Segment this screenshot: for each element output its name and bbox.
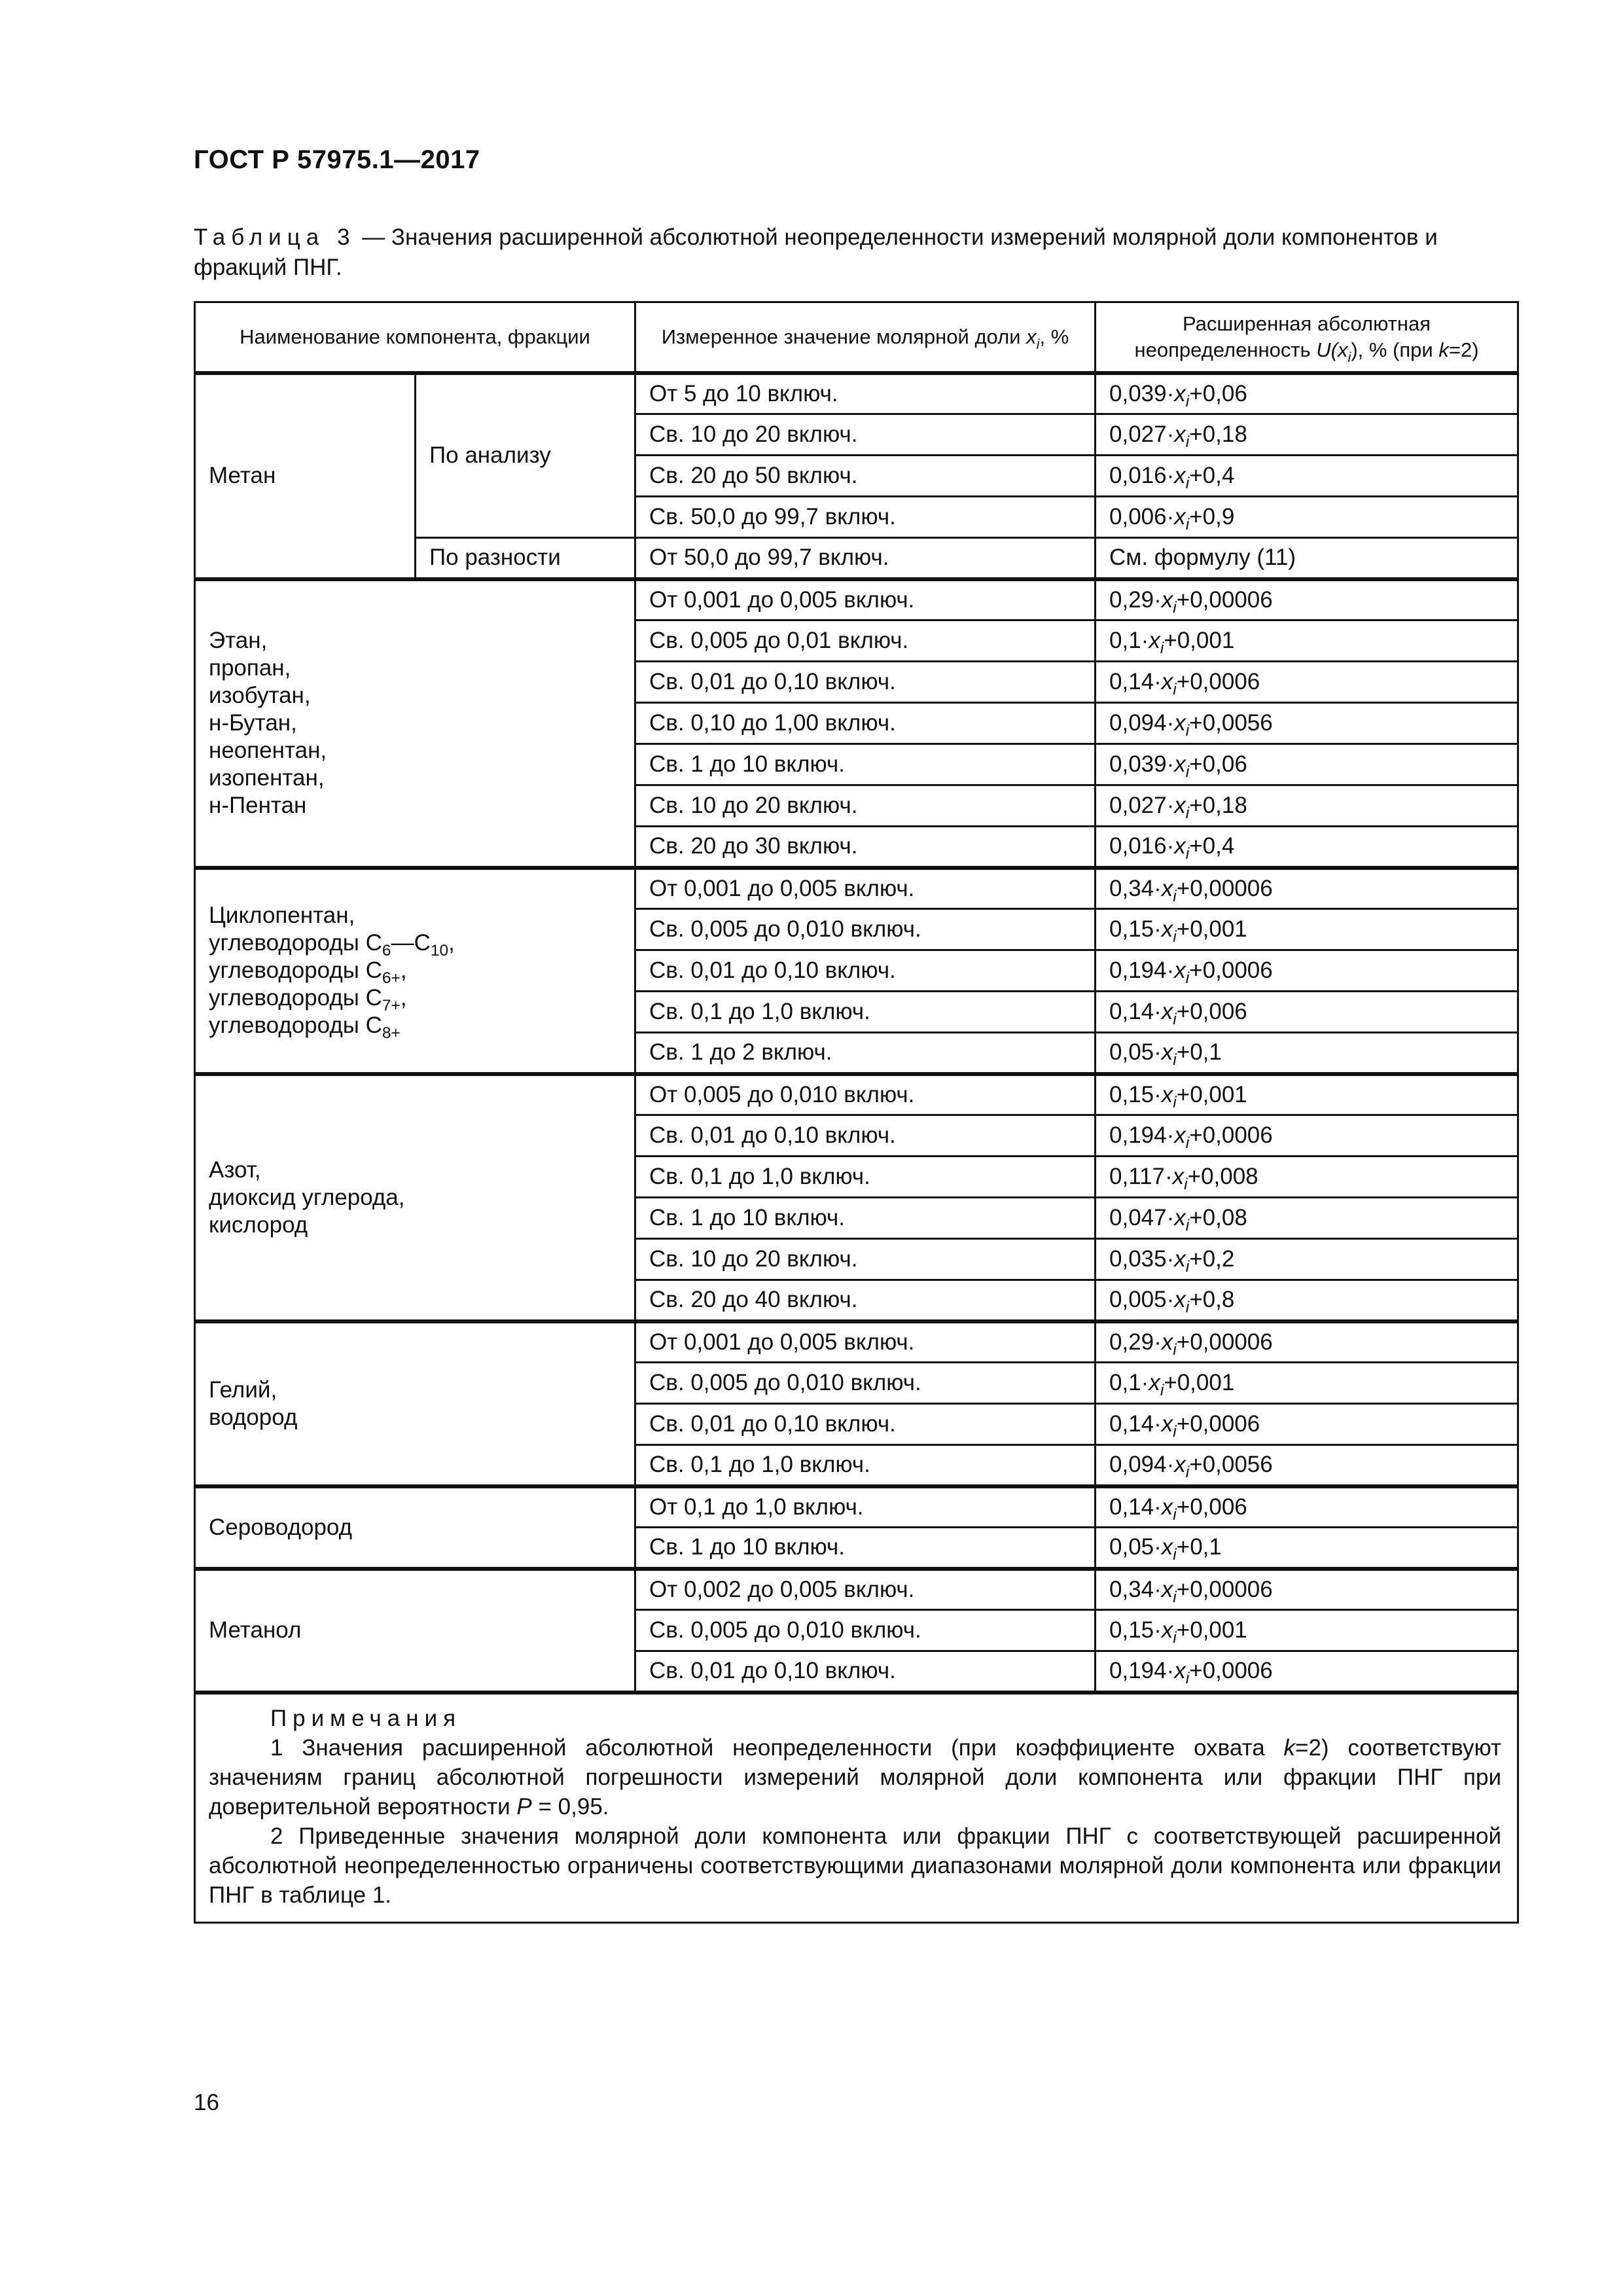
range-cell: Св. 0,01 до 0,10 включ. (635, 1115, 1096, 1157)
range-cell: Св. 1 до 2 включ. (635, 1033, 1096, 1074)
range-cell: От 5 до 10 включ. (635, 373, 1096, 414)
page-number: 16 (194, 2090, 219, 2115)
notes-row (195, 1693, 1518, 1923)
range-cell: Св. 0,10 до 1,00 включ. (635, 703, 1096, 744)
uncertainty-cell: $0,194\cdot x_i+0,0006$ (1096, 1115, 1518, 1157)
header-row (195, 302, 1518, 373)
document-code: ГОСТ Р 57975.1—2017 (194, 145, 480, 174)
notes-cell (195, 1693, 1518, 1923)
caption-label: Таблица 3 (194, 224, 356, 250)
uncertainty-cell: $0,027\cdot x_i+0,18$ (1096, 414, 1518, 456)
uncertainty-cell: $0,29\cdot x_i+0,00006$ (1096, 1321, 1518, 1363)
range-cell: Св. 10 до 20 включ. (635, 785, 1096, 827)
range-cell: От 0,1 до 1,0 включ. (635, 1486, 1096, 1528)
range-cell: Св. 1 до 10 включ. (635, 1198, 1096, 1239)
table-row (195, 373, 1518, 414)
uncertainty-cell: $0,15\cdot x_i+0,001$ (1096, 1610, 1518, 1651)
uncertainty-table (194, 301, 1519, 1924)
table-row (195, 1321, 1518, 1363)
note-1: 1 Значения расширенной абсолютной неопределенности (при коэффициенте охвата k=2) соответствуют значениям границ абсолютной погрешности измерений молярной доли компонента или фракции ПНГ при доверительной вероятности Р = 0,95. (209, 1734, 1502, 1820)
range-cell: Св. 1 до 10 включ. (635, 744, 1096, 785)
range-cell: Св. 1 до 10 включ. (635, 1528, 1096, 1569)
range-cell: От 0,005 до 0,010 включ. (635, 1074, 1096, 1115)
range-cell: Св. 0,005 до 0,01 включ. (635, 620, 1096, 662)
uncertainty-cell: $0,15\cdot x_i+0,001$ (1096, 909, 1518, 950)
method-analysis: По анализу (416, 373, 635, 538)
table-caption (194, 223, 1517, 283)
uncertainty-cell: $0,094\cdot x_i+0,0056$ (1096, 1445, 1518, 1486)
component-nitrogen-group: Азот, диоксид углерода, кислород (195, 1074, 635, 1321)
range-cell: Св. 0,01 до 0,10 включ. (635, 950, 1096, 992)
uncertainty-cell: $0,006\cdot x_i+0,9$ (1096, 497, 1518, 538)
uncertainty-cell: $0,047\cdot x_i+0,08$ (1096, 1198, 1518, 1239)
uncertainty-cell: $0,035\cdot x_i+0,2$ (1096, 1239, 1518, 1280)
table-row (195, 579, 1518, 620)
range-cell: От 0,001 до 0,005 включ. (635, 579, 1096, 620)
uncertainty-cell: $0,14\cdot x_i+0,0006$ (1096, 662, 1518, 703)
range-cell: Св. 0,005 до 0,010 включ. (635, 1610, 1096, 1651)
uncertainty-cell: $0,05\cdot x_i+0,1$ (1096, 1528, 1518, 1569)
uncertainty-cell: $0,094\cdot x_i+0,0056$ (1096, 703, 1518, 744)
uncertainty-cell: $0,05\cdot x_i+0,1$ (1096, 1033, 1518, 1074)
uncertainty-cell: $0,14\cdot x_i+0,006$ (1096, 1486, 1518, 1528)
uncertainty-cell: $0,016\cdot x_i+0,4$ (1096, 456, 1518, 497)
uncertainty-cell: $0,1\cdot x_i+0,001$ (1096, 1363, 1518, 1404)
range-cell: Св. 0,1 до 1,0 включ. (635, 992, 1096, 1033)
uncertainty-cell: $0,29\cdot x_i+0,00006$ (1096, 579, 1518, 620)
range-cell: Св. 20 до 50 включ. (635, 456, 1096, 497)
notes-title: Примечания (270, 1705, 462, 1731)
range-cell: Св. 0,1 до 1,0 включ. (635, 1445, 1096, 1486)
uncertainty-cell: $0,194\cdot x_i+0,0006$ (1096, 950, 1518, 992)
range-cell: От 0,002 до 0,005 включ. (635, 1569, 1096, 1610)
header-uncertainty: Расширенная абсолютная неопределенность $U(x_i)$, % (при k=2) (1096, 302, 1518, 373)
range-cell: Св. 0,01 до 0,10 включ. (635, 1404, 1096, 1445)
range-cell: Св. 0,01 до 0,10 включ. (635, 1651, 1096, 1693)
range-cell: Св. 10 до 20 включ. (635, 1239, 1096, 1280)
uncertainty-cell: См. формулу (11) (1096, 538, 1518, 579)
component-helium-group: Гелий, водород (195, 1321, 635, 1486)
header-component: Наименование компонента, фракции (195, 302, 635, 373)
component-ethane-group: Этан, пропан, изобутан, н-Бутан, неопентан, изопентан, н-Пентан (195, 579, 635, 868)
range-cell: Св. 0,005 до 0,010 включ. (635, 1363, 1096, 1404)
range-cell: Св. 50,0 до 99,7 включ. (635, 497, 1096, 538)
component-hydrogen-sulfide: Сероводород (195, 1486, 635, 1569)
component-cyclopentane-group: Циклопентан, углеводороды $С_6—С_{10}$, углеводороды $С_{6+}$, углеводороды $С_{7+}$, углеводороды $С_{8+}$ (195, 868, 635, 1074)
table-row (195, 1569, 1518, 1610)
range-cell: Св. 0,005 до 0,010 включ. (635, 909, 1096, 950)
range-cell: Св. 10 до 20 включ. (635, 414, 1096, 456)
uncertainty-cell: $0,039\cdot x_i+0,06$ (1096, 744, 1518, 785)
table-row (195, 1486, 1518, 1528)
uncertainty-cell: $0,027\cdot x_i+0,18$ (1096, 785, 1518, 827)
note-2: 2 Приведенные значения молярной доли компонента или фракции ПНГ с соответствующей расширенной абсолютной неопределенностью ограничены соответствующими диапазонами молярной доли компонента или фракции ПНГ в таблице 1. (209, 1823, 1502, 1908)
uncertainty-cell: $0,194\cdot x_i+0,0006$ (1096, 1651, 1518, 1693)
range-cell: От 50,0 до 99,7 включ. (635, 538, 1096, 579)
method-difference: По разности (416, 538, 635, 579)
table-row (195, 1074, 1518, 1115)
range-cell: Св. 0,1 до 1,0 включ. (635, 1157, 1096, 1198)
uncertainty-cell: $0,005\cdot x_i+0,8$ (1096, 1280, 1518, 1321)
range-cell: Св. 20 до 40 включ. (635, 1280, 1096, 1321)
uncertainty-cell: $0,14\cdot x_i+0,0006$ (1096, 1404, 1518, 1445)
component-methanol: Метанол (195, 1569, 635, 1693)
range-cell: От 0,001 до 0,005 включ. (635, 1321, 1096, 1363)
range-cell: Св. 20 до 30 включ. (635, 827, 1096, 868)
uncertainty-cell: $0,117\cdot x_i+0,008$ (1096, 1157, 1518, 1198)
uncertainty-cell: $0,15\cdot x_i+0,001$ (1096, 1074, 1518, 1115)
range-cell: От 0,001 до 0,005 включ. (635, 868, 1096, 909)
uncertainty-cell: $0,1\cdot x_i+0,001$ (1096, 620, 1518, 662)
table-row (195, 868, 1518, 909)
header-measured-value: Измеренное значение молярной доли $x_i$, % (635, 302, 1096, 373)
uncertainty-cell: $0,016\cdot x_i+0,4$ (1096, 827, 1518, 868)
range-cell: Св. 0,01 до 0,10 включ. (635, 662, 1096, 703)
uncertainty-cell: $0,34\cdot x_i+0,00006$ (1096, 868, 1518, 909)
uncertainty-cell: $0,039\cdot x_i+0,06$ (1096, 373, 1518, 414)
uncertainty-cell: $0,34\cdot x_i+0,00006$ (1096, 1569, 1518, 1610)
uncertainty-cell: $0,14\cdot x_i+0,006$ (1096, 992, 1518, 1033)
caption-text: — Значения расширенной абсолютной неопределенности измерений молярной доли компонентов и фракций ПНГ. (194, 224, 1438, 280)
component-methane: Метан (195, 373, 416, 579)
